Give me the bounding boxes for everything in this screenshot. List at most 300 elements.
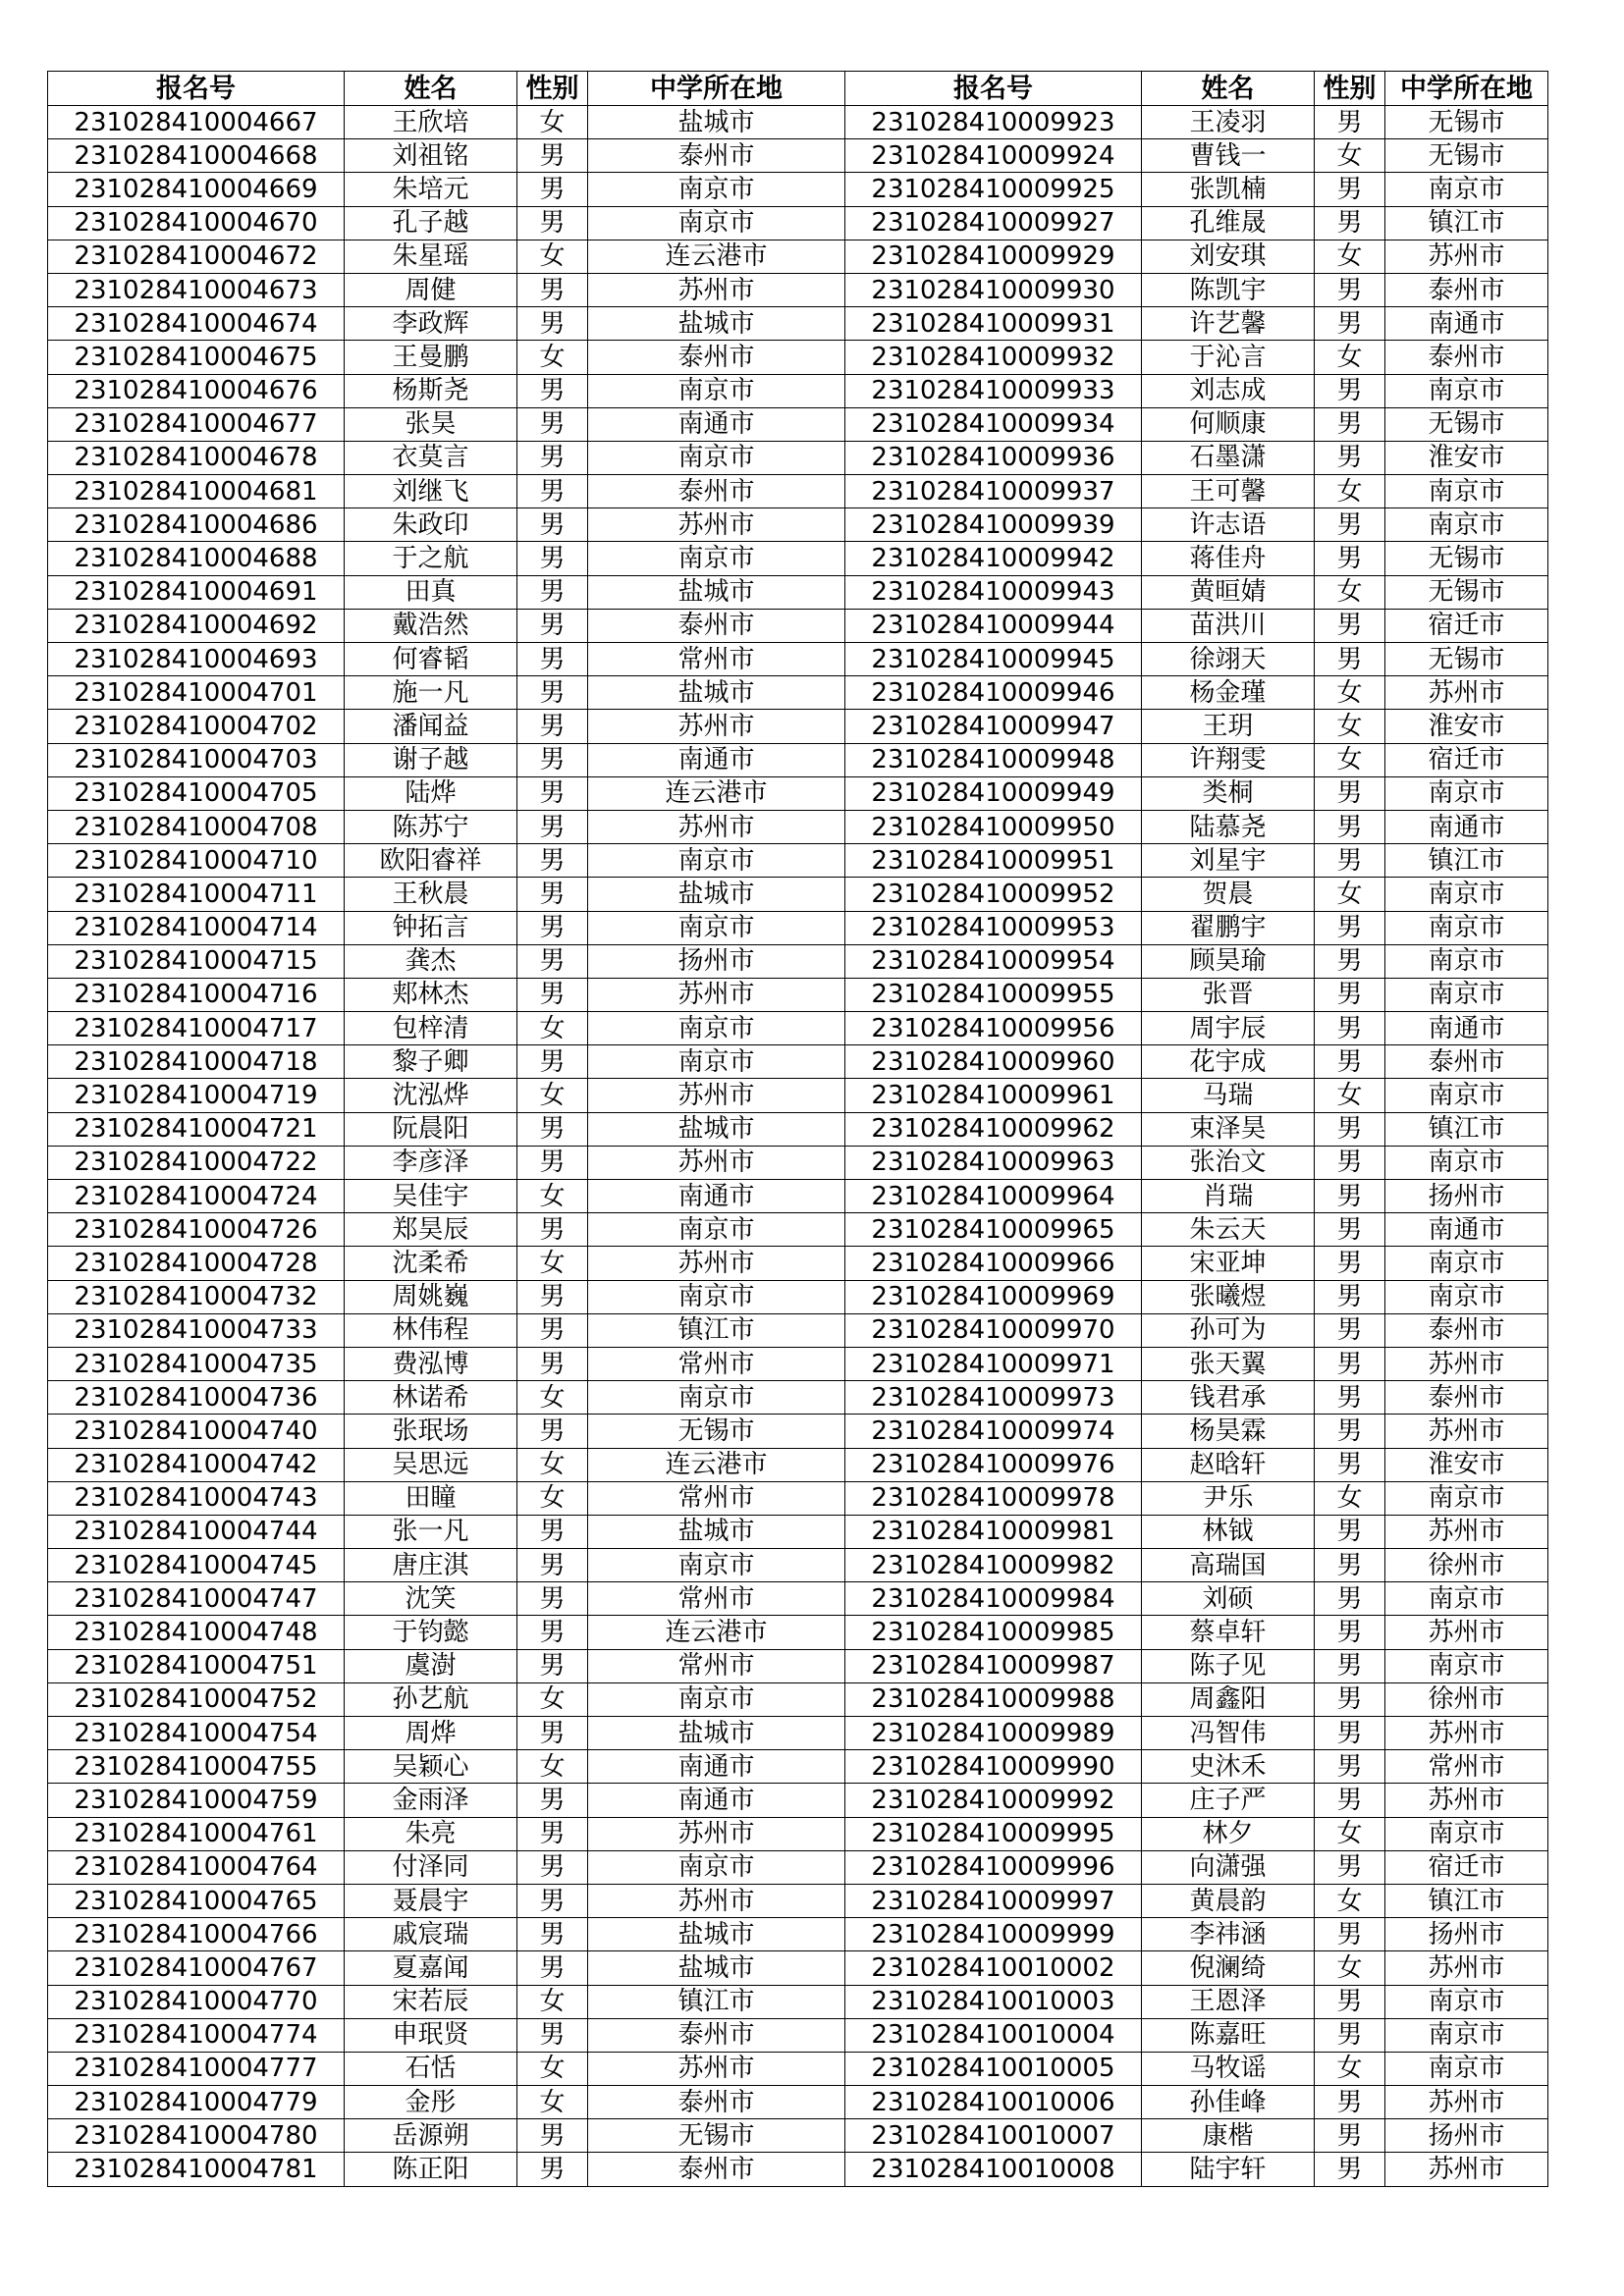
name-cell: 林诺希 [345,1381,517,1415]
location-cell: 泰州市 [588,2153,845,2186]
reg-no-cell: 231028410004765 [48,1884,345,1917]
table-row [48,273,1548,306]
location-cell: 南京市 [1385,2018,1548,2052]
name-cell: 林夕 [1142,1817,1315,1850]
gender-cell: 男 [1315,1515,1385,1548]
gender-cell: 男 [1315,1616,1385,1649]
reg-no-cell: 231028410004669 [48,173,345,206]
reg-no-cell: 231028410009934 [845,407,1142,441]
reg-no-cell: 231028410004733 [48,1313,345,1347]
location-cell: 南京市 [1385,1817,1548,1850]
location-cell: 泰州市 [588,139,845,173]
gender-cell: 男 [517,542,588,575]
location-cell: 盐城市 [588,676,845,710]
table-row [48,1649,1548,1682]
name-cell: 宋亚坤 [1142,1247,1315,1280]
table-row [48,1448,1548,1481]
name-cell: 肖瑞 [1142,1180,1315,1213]
name-cell: 马牧谣 [1142,2052,1315,2085]
gender-cell: 男 [517,676,588,710]
location-cell: 南京市 [1385,475,1548,508]
reg-no-cell: 231028410004780 [48,2119,345,2153]
location-cell: 苏州市 [1385,2086,1548,2119]
name-cell: 王玥 [1142,710,1315,743]
name-cell: 张凯楠 [1142,173,1315,206]
table-row [48,710,1548,743]
reg-no-cell: 231028410009974 [845,1415,1142,1448]
name-cell: 何顺康 [1142,407,1315,441]
location-cell: 扬州市 [588,944,845,978]
name-cell: 李祎涵 [1142,1918,1315,1951]
location-cell: 无锡市 [1385,542,1548,575]
location-cell: 苏州市 [588,978,845,1011]
location-cell: 常州市 [588,1481,845,1515]
location-cell: 南京市 [1385,173,1548,206]
location-cell: 淮安市 [1385,710,1548,743]
table-row [48,1549,1548,1582]
location-cell: 南京市 [588,844,845,878]
location-cell: 宿迁市 [1385,1850,1548,1884]
name-cell: 张治文 [1142,1146,1315,1179]
name-cell: 刘星宇 [1142,844,1315,878]
location-cell: 南京市 [1385,1649,1548,1682]
name-cell: 李政辉 [345,307,517,341]
reg-no-cell: 231028410004710 [48,844,345,878]
reg-no-cell: 231028410004740 [48,1415,345,1448]
table-row [48,307,1548,341]
location-cell: 苏州市 [588,710,845,743]
gender-cell: 女 [1315,475,1385,508]
name-cell: 龚杰 [345,944,517,978]
gender-cell: 男 [517,307,588,341]
reg-no-cell: 231028410009943 [845,575,1142,609]
location-cell: 南通市 [588,1180,845,1213]
location-cell: 泰州市 [1385,1381,1548,1415]
table-row [48,1313,1548,1347]
location-cell: 扬州市 [1385,1918,1548,1951]
gender-cell: 男 [517,1918,588,1951]
table-row [48,1415,1548,1448]
gender-cell: 男 [1315,911,1385,944]
location-cell: 南京市 [1385,1985,1548,2018]
reg-no-cell: 231028410004744 [48,1515,345,1548]
location-cell: 苏州市 [1385,1616,1548,1649]
location-cell: 南通市 [1385,307,1548,341]
gender-cell: 男 [517,1649,588,1682]
table-row [48,1918,1548,1951]
location-cell: 无锡市 [1385,643,1548,676]
gender-cell: 男 [1315,1649,1385,1682]
gender-cell: 男 [517,911,588,944]
name-cell: 朱亮 [345,1817,517,1850]
gender-cell: 男 [1315,273,1385,306]
gender-cell: 男 [517,710,588,743]
location-cell: 泰州市 [1385,1313,1548,1347]
name-cell: 郏林杰 [345,978,517,1011]
name-cell: 谢子越 [345,743,517,776]
gender-cell: 男 [517,1549,588,1582]
gender-cell: 男 [517,139,588,173]
table-row [48,2153,1548,2186]
name-cell: 黄晅婧 [1142,575,1315,609]
location-cell: 盐城市 [588,575,845,609]
location-cell: 无锡市 [1385,407,1548,441]
table-row [48,575,1548,609]
table-row [48,475,1548,508]
gender-cell: 男 [517,1717,588,1750]
location-cell: 宿迁市 [1385,609,1548,642]
name-cell: 唐庄淇 [345,1549,517,1582]
table-row [48,676,1548,710]
name-cell: 夏嘉闻 [345,1951,517,1985]
gender-cell: 男 [1315,173,1385,206]
reg-no-cell: 231028410004718 [48,1045,345,1079]
header-reg-no-right: 报名号 [845,72,1142,106]
gender-cell: 男 [517,575,588,609]
location-cell: 苏州市 [588,273,845,306]
location-cell: 盐城市 [588,1951,845,1985]
reg-no-cell: 231028410009965 [845,1213,1142,1247]
table-row [48,106,1548,139]
reg-no-cell: 231028410009945 [845,643,1142,676]
table-row [48,1347,1548,1380]
table-row [48,810,1548,843]
name-cell: 尹乐 [1142,1481,1315,1515]
table-body [48,106,1548,2187]
name-cell: 张一凡 [345,1515,517,1548]
table-header [48,72,1548,106]
name-cell: 石恬 [345,2052,517,2085]
name-cell: 苗洪川 [1142,609,1315,642]
location-cell: 镇江市 [588,1313,845,1347]
name-cell: 周烨 [345,1717,517,1750]
table-row [48,1146,1548,1179]
gender-cell: 男 [517,374,588,407]
reg-no-cell: 231028410009929 [845,240,1142,273]
gender-cell: 男 [1315,1012,1385,1045]
name-cell: 刘志成 [1142,374,1315,407]
reg-no-cell: 231028410009984 [845,1582,1142,1616]
gender-cell: 男 [517,810,588,843]
name-cell: 阮晨阳 [345,1112,517,1146]
gender-cell: 男 [517,609,588,642]
gender-cell: 女 [517,2052,588,2085]
reg-no-cell: 231028410004667 [48,106,345,139]
reg-no-cell: 231028410004693 [48,643,345,676]
name-cell: 高瑞国 [1142,1549,1315,1582]
gender-cell: 男 [517,1884,588,1917]
gender-cell: 女 [1315,575,1385,609]
name-cell: 杨斯尧 [345,374,517,407]
reg-no-cell: 231028410009992 [845,1784,1142,1817]
table-row [48,1884,1548,1917]
name-cell: 陆宇轩 [1142,2153,1315,2186]
gender-cell: 男 [1315,307,1385,341]
reg-no-cell: 231028410004686 [48,508,345,542]
gender-cell: 男 [1315,1313,1385,1347]
name-cell: 虞澍 [345,1649,517,1682]
header-name-left: 姓名 [345,72,517,106]
gender-cell: 男 [517,2153,588,2186]
name-cell: 蒋佳舟 [1142,542,1315,575]
name-cell: 张晋 [1142,978,1315,1011]
name-cell: 聂晨宇 [345,1884,517,1917]
name-cell: 沈泓烨 [345,1079,517,1112]
name-cell: 黄晨韵 [1142,1884,1315,1917]
gender-cell: 男 [1315,1415,1385,1448]
reg-no-cell: 231028410010008 [845,2153,1142,2186]
name-cell: 史沐禾 [1142,1750,1315,1784]
location-cell: 常州市 [588,1649,845,1682]
location-cell: 南京市 [588,1850,845,1884]
reg-no-cell: 231028410004674 [48,307,345,341]
table-row [48,1213,1548,1247]
location-cell: 徐州市 [1385,1549,1548,1582]
reg-no-cell: 231028410004754 [48,1717,345,1750]
reg-no-cell: 231028410009981 [845,1515,1142,1548]
reg-no-cell: 231028410009990 [845,1750,1142,1784]
reg-no-cell: 231028410009989 [845,1717,1142,1750]
name-cell: 朱星瑶 [345,240,517,273]
reg-no-cell: 231028410004743 [48,1481,345,1515]
reg-no-cell: 231028410009999 [845,1918,1142,1951]
gender-cell: 女 [1315,341,1385,374]
location-cell: 南京市 [1385,2052,1548,2085]
name-cell: 陈正阳 [345,2153,517,2186]
table-row [48,1381,1548,1415]
gender-cell: 男 [517,1817,588,1850]
location-cell: 盐城市 [588,307,845,341]
location-cell: 盐城市 [588,106,845,139]
name-cell: 冯智伟 [1142,1717,1315,1750]
gender-cell: 男 [1315,1280,1385,1313]
reg-no-cell: 231028410009976 [845,1448,1142,1481]
reg-no-cell: 231028410009956 [845,1012,1142,1045]
reg-no-cell: 231028410009961 [845,1079,1142,1112]
name-cell: 顾昊瑜 [1142,944,1315,978]
gender-cell: 男 [517,776,588,810]
location-cell: 常州市 [588,643,845,676]
reg-no-cell: 231028410004742 [48,1448,345,1481]
reg-no-cell: 231028410009963 [845,1146,1142,1179]
table-row [48,1616,1548,1649]
name-cell: 周健 [345,273,517,306]
gender-cell: 男 [517,1045,588,1079]
gender-cell: 男 [517,1347,588,1380]
reg-no-cell: 231028410009937 [845,475,1142,508]
name-cell: 王欣培 [345,106,517,139]
reg-no-cell: 231028410009954 [845,944,1142,978]
name-cell: 张曦煜 [1142,1280,1315,1313]
table-row [48,508,1548,542]
gender-cell: 男 [1315,1045,1385,1079]
name-cell: 欧阳睿祥 [345,844,517,878]
name-cell: 林伟程 [345,1313,517,1347]
reg-no-cell: 231028410004779 [48,2086,345,2119]
name-cell: 徐翊天 [1142,643,1315,676]
location-cell: 苏州市 [1385,2153,1548,2186]
table-row [48,2052,1548,2085]
table-row [48,743,1548,776]
name-cell: 蔡卓轩 [1142,1616,1315,1649]
reg-no-cell: 231028410004705 [48,776,345,810]
location-cell: 南京市 [1385,978,1548,1011]
reg-no-cell: 231028410004732 [48,1280,345,1313]
gender-cell: 男 [517,743,588,776]
location-cell: 宿迁市 [1385,743,1548,776]
table-row [48,1481,1548,1515]
reg-no-cell: 231028410009939 [845,508,1142,542]
location-cell: 苏州市 [588,508,845,542]
table-row [48,1045,1548,1079]
location-cell: 南通市 [588,1784,845,1817]
reg-no-cell: 231028410009933 [845,374,1142,407]
reg-no-cell: 231028410009969 [845,1280,1142,1313]
table-row [48,978,1548,1011]
gender-cell: 女 [517,1682,588,1716]
reg-no-cell: 231028410004715 [48,944,345,978]
gender-cell: 女 [1315,1817,1385,1850]
table-row [48,844,1548,878]
table-row [48,206,1548,240]
gender-cell: 男 [1315,1985,1385,2018]
reg-no-cell: 231028410009947 [845,710,1142,743]
gender-cell: 女 [517,1247,588,1280]
name-cell: 曹钱一 [1142,139,1315,173]
reg-no-cell: 231028410004675 [48,341,345,374]
reg-no-cell: 231028410004717 [48,1012,345,1045]
table-row [48,2018,1548,2052]
location-cell: 苏州市 [1385,1784,1548,1817]
name-cell: 张天翼 [1142,1347,1315,1380]
gender-cell: 女 [1315,1079,1385,1112]
location-cell: 苏州市 [1385,1951,1548,1985]
location-cell: 南京市 [588,374,845,407]
table-row [48,1079,1548,1112]
name-cell: 陈子见 [1142,1649,1315,1682]
location-cell: 南京市 [588,1549,845,1582]
header-name-right: 姓名 [1142,72,1315,106]
location-cell: 常州市 [1385,1750,1548,1784]
name-cell: 钟拓言 [345,911,517,944]
location-cell: 泰州市 [588,341,845,374]
reg-no-cell: 231028410004688 [48,542,345,575]
name-cell: 林钺 [1142,1515,1315,1548]
table-row [48,441,1548,474]
reg-no-cell: 231028410009951 [845,844,1142,878]
location-cell: 南通市 [588,407,845,441]
table-row [48,609,1548,642]
location-cell: 苏州市 [588,1146,845,1179]
name-cell: 石墨潇 [1142,441,1315,474]
name-cell: 陈嘉旺 [1142,2018,1315,2052]
gender-cell: 女 [517,1985,588,2018]
table-row [48,139,1548,173]
location-cell: 南通市 [1385,1213,1548,1247]
reg-no-cell: 231028410004673 [48,273,345,306]
location-cell: 扬州市 [1385,2119,1548,2153]
gender-cell: 男 [1315,1850,1385,1884]
location-cell: 盐城市 [588,1918,845,1951]
gender-cell: 女 [1315,710,1385,743]
reg-no-cell: 231028410010005 [845,2052,1142,2085]
table-row [48,776,1548,810]
gender-cell: 男 [1315,609,1385,642]
gender-cell: 男 [517,407,588,441]
location-cell: 南通市 [588,1750,845,1784]
location-cell: 盐城市 [588,1112,845,1146]
location-cell: 苏州市 [1385,676,1548,710]
table-row [48,2086,1548,2119]
reg-no-cell: 231028410009955 [845,978,1142,1011]
reg-no-cell: 231028410009952 [845,878,1142,911]
gender-cell: 男 [1315,1682,1385,1716]
reg-no-cell: 231028410004670 [48,206,345,240]
reg-no-cell: 231028410004711 [48,878,345,911]
reg-no-cell: 231028410004714 [48,911,345,944]
reg-no-cell: 231028410004681 [48,475,345,508]
name-cell: 王曼鹏 [345,341,517,374]
gender-cell: 男 [1315,978,1385,1011]
name-cell: 许志语 [1142,508,1315,542]
reg-no-cell: 231028410009997 [845,1884,1142,1917]
location-cell: 泰州市 [1385,341,1548,374]
reg-no-cell: 231028410004692 [48,609,345,642]
reg-no-cell: 231028410004751 [48,1649,345,1682]
location-cell: 南京市 [588,1381,845,1415]
location-cell: 南京市 [1385,944,1548,978]
reg-no-cell: 231028410009960 [845,1045,1142,1079]
header-gender-left: 性别 [517,72,588,106]
name-cell: 王凌羽 [1142,106,1315,139]
gender-cell: 男 [517,206,588,240]
reg-no-cell: 231028410004774 [48,2018,345,2052]
name-cell: 陆慕尧 [1142,810,1315,843]
gender-cell: 男 [1315,106,1385,139]
reg-no-cell: 231028410004747 [48,1582,345,1616]
reg-no-cell: 231028410009931 [845,307,1142,341]
reg-no-cell: 231028410010004 [845,2018,1142,2052]
table-row [48,1247,1548,1280]
location-cell: 常州市 [588,1582,845,1616]
gender-cell: 男 [1315,1381,1385,1415]
name-cell: 朱政印 [345,508,517,542]
table-row [48,1180,1548,1213]
name-cell: 衣莫言 [345,441,517,474]
location-cell: 南京市 [1385,1079,1548,1112]
reg-no-cell: 231028410009987 [845,1649,1142,1682]
reg-no-cell: 231028410009982 [845,1549,1142,1582]
location-cell: 苏州市 [1385,1515,1548,1548]
name-cell: 钱君承 [1142,1381,1315,1415]
name-cell: 杨昊霖 [1142,1415,1315,1448]
table-row [48,1817,1548,1850]
header-reg-no-left: 报名号 [48,72,345,106]
gender-cell: 男 [1315,844,1385,878]
table-row [48,2119,1548,2153]
location-cell: 南通市 [588,743,845,776]
gender-cell: 男 [517,1582,588,1616]
gender-cell: 男 [1315,2018,1385,2052]
name-cell: 金彤 [345,2086,517,2119]
name-cell: 王恩泽 [1142,1985,1315,2018]
location-cell: 苏州市 [588,1079,845,1112]
gender-cell: 女 [517,1448,588,1481]
gender-cell: 男 [1315,2119,1385,2153]
name-cell: 刘祖铭 [345,139,517,173]
header-gender-right: 性别 [1315,72,1385,106]
location-cell: 苏州市 [1385,1415,1548,1448]
